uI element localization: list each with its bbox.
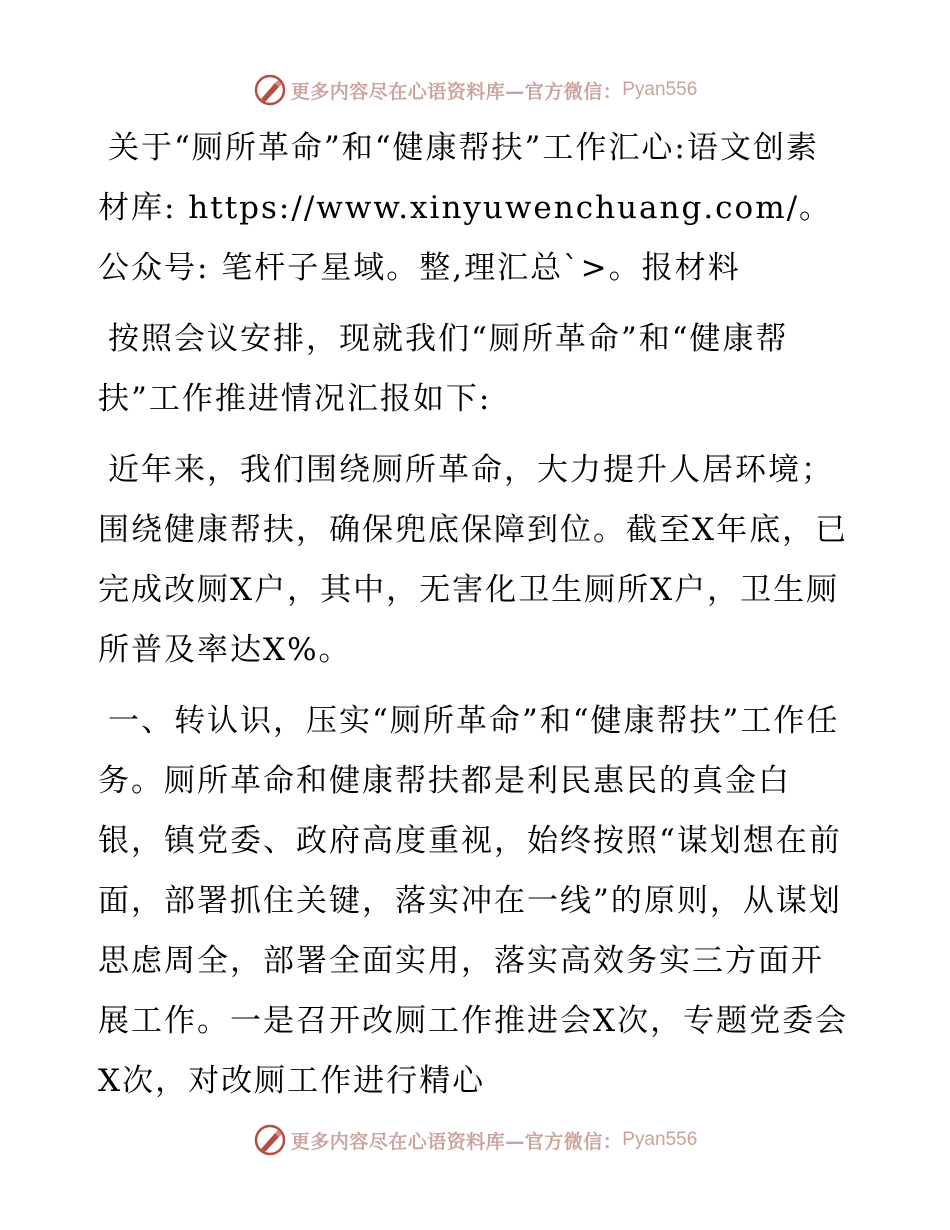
- pen-logo-icon: [253, 1123, 287, 1157]
- section-one-paragraph: 一、转认识，压实“厕所革命”和“健康帮扶”工作任务。厕所革命和健康帮扶都是利民惠民的真金白银，镇党委、政府高度重视，始终按照“谋划想在前面，部署抓住关键，落实冲在一线”的原则，从谋划思虑周全，部署全面实用，落实高效务实三方面开展工作。一是召开改厕工作推进会X次，专题党委会X次，对改厕工作进行精心: [98, 703, 849, 1099]
- intro-paragraph: 按照会议安排，现就我们“厕所革命”和“健康帮扶”工作推进情况汇报如下:: [98, 321, 789, 417]
- pen-logo-icon: [253, 73, 287, 107]
- watermark-wechat-id: Pyan556: [622, 1129, 698, 1150]
- summary-paragraph: 近年来，我们围绕厕所革命，大力提升人居环境；围绕健康帮扶，确保兜底保障到位。截至X年底，已完成改厕X户，其中，无害化卫生厕所X户，卫生厕所普及率达X%。: [98, 452, 849, 668]
- footer-watermark: [0, 1120, 950, 1160]
- watermark-text: 更多内容尽在心语资料库—官方微信：: [290, 80, 623, 103]
- header-watermark: [0, 70, 950, 110]
- document-title-paragraph: 关于“厕所革命”和“健康帮扶”工作汇心:语文创素材库: https://www.xinyuwenchuang.com/。公众号: 笔杆子星域。整,理汇总`>。报材料: [98, 130, 833, 286]
- document-body: [98, 118, 850, 1122]
- watermark-text: 更多内容尽在心语资料库—官方微信：: [290, 1130, 623, 1153]
- watermark-wechat-id: Pyan556: [622, 79, 698, 100]
